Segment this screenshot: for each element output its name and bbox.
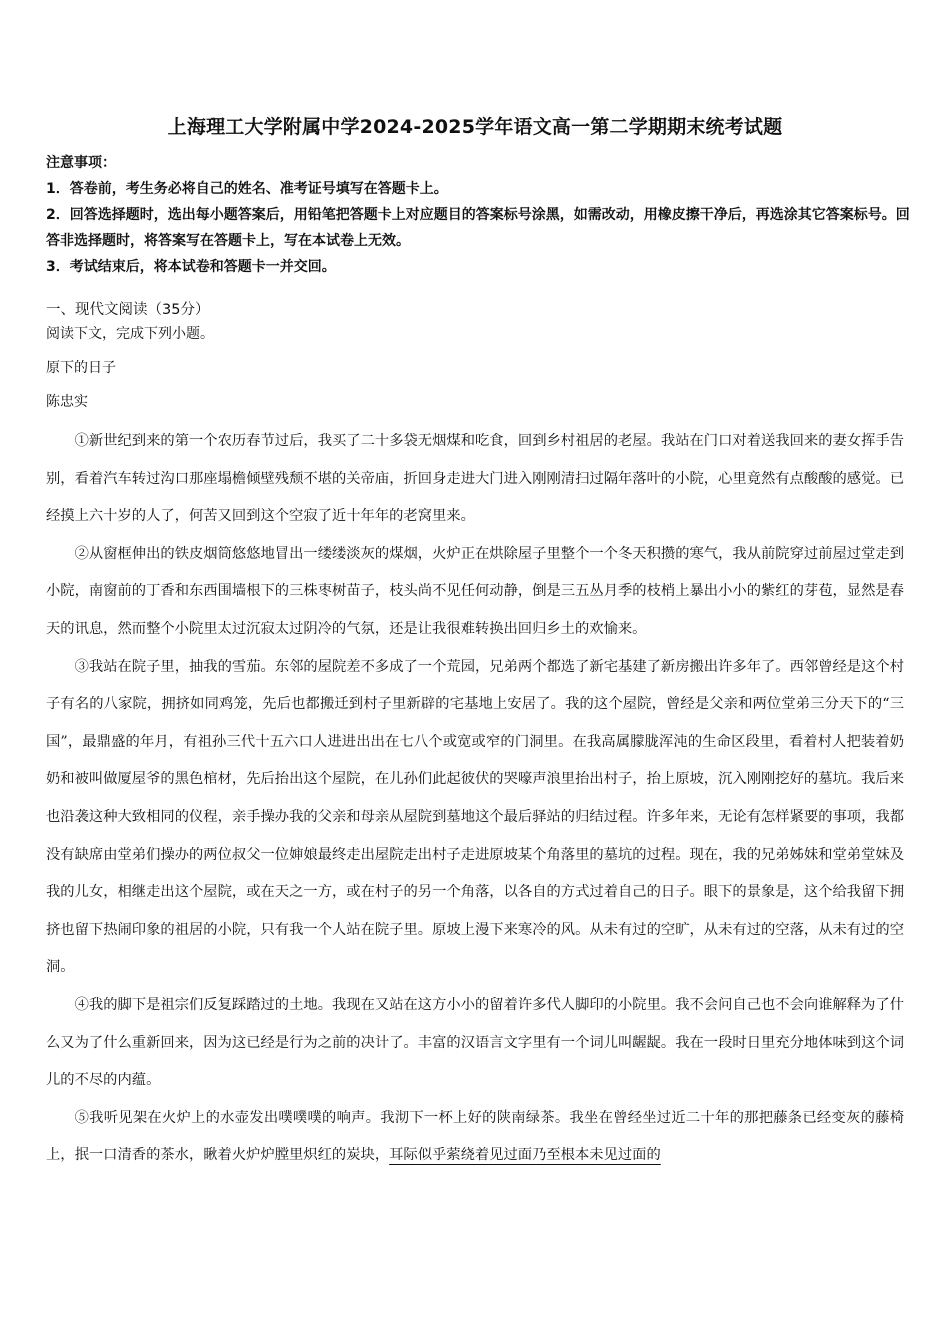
notice-block (46, 150, 916, 280)
reading-instruction: 阅读下文，完成下列小题。 (46, 326, 214, 342)
notice-item: 2．回答选择题时，选出每小题答案后，用铅笔把答题卡上对应题目的答案标号涂黑，如需改动，用橡皮擦干净后，再选涂其它答案标号。回答非选择题时，将答案写在答题卡上，写在本试卷上无效。 (46, 207, 910, 249)
paragraph (46, 1100, 904, 1175)
article-body (46, 423, 904, 1175)
section-heading: 一、现代文阅读（35分） (46, 302, 210, 318)
article-author: 陈忠实 (46, 394, 88, 410)
article-title: 原下的日子 (46, 360, 116, 376)
paragraph-text: ⑤我听见架在火炉上的水壶发出噗噗噗的响声。我沏下一杯上好的陕南绿茶。我坐在曾经坐过近二十年的那把藤条已经变灰的藤椅上，抿一口清香的茶水，瞅着火炉炉膛里炽红的炭块， (46, 1109, 904, 1164)
paragraph: ③我站在院子里，抽我的雪茄。东邻的屋院差不多成了一个荒园，兄弟两个都选了新宅基建了新房搬出许多年了。西邻曾经是这个村子有名的八家院，拥挤如同鸡笼，先后也都搬迁到村子里新辟的宅基地上安居了。我的这个屋院，曾经是父亲和两位堂弟三分天下的“三国”，最鼎盛的年月，有祖孙三代十五六口人进进出出在七八个或宽或窄的门洞里。在我高属朦胧浑沌的生命区段里，看着村人把装着奶奶和被叫做厦屋爷的黑色棺材，先后抬出这个屋院，在儿孙们此起彼伏的哭嚎声浪里抬出村子，抬上原坡，沉入刚刚挖好的墓坑。我后来也沿袭这种大致相同的仪程，亲手操办我的父亲和母亲从屋院到墓地这个最后驿站的归结过程。许多年来，无论有怎样紧要的事项，我都没有缺席由堂弟们操办的两位叔父一位婶娘最终走出屋院走出村子走进原坡某个角落里的墓坑的过程。现在，我的兄弟姊妹和堂弟堂妹及我的儿女，相继走出这个屋院，或在天之一方，或在村子的另一个角落，以各自的方式过着自己的日子。眼下的景象是，这个给我留下拥挤也留下热闹印象的祖居的小院，只有我一个人站在院子里。原坡上漫下来寒冷的风。从未有过的空旷，从未有过的空落，从未有过的空洞。 (46, 658, 904, 976)
paragraph: ④我的脚下是祖宗们反复踩踏过的土地。我现在又站在这方小小的留着许多代人脚印的小院里。我不会问自己也不会向谁解释为了什么又为了什么重新回来，因为这已经是行为之前的决计了。丰富的汉语言文字里有一个词儿叫龌龊。我在一段时日里充分地体味到这个词儿的不尽的内蕴。 (46, 996, 904, 1089)
notice-heading: 注意事项： (46, 155, 116, 171)
notice-item: 1．答卷前，考生务必将自己的姓名、准考证号填写在答题卡上。 (46, 181, 448, 197)
page-title: 上海理工大学附属中学2024-2025学年语文高一第二学期期末统考试题 (167, 116, 783, 138)
underlined-sentence: 耳际似乎萦绕着见过面乃至根本未见过面的 (389, 1147, 661, 1164)
notice-item: 3．考试结束后，将本试卷和答题卡一并交回。 (46, 259, 336, 275)
paragraph: ②从窗框伸出的铁皮烟筒悠悠地冒出一缕缕淡灰的煤烟，火炉正在烘除屋子里整个一个冬天积攒的寒气，我从前院穿过前屋过堂走到小院，南窗前的丁香和东西围墙根下的三株枣树苗子，枝头尚不见任何动静，倒是三五丛月季的枝梢上暴出小小的紫红的芽苞，显然是春天的讯息，然而整个小院里太过沉寂太过阴冷的气氛，还是让我很难转换出回归乡土的欢愉来。 (46, 545, 904, 637)
paragraph: ①新世纪到来的第一个农历春节过后，我买了二十多袋无烟煤和吃食，回到乡村祖居的老屋。我站在门口对着送我回来的妻女挥手告别，看着汽车转过沟口那座塌檐倾壁残颓不堪的关帝庙，折回身走进大门进入刚刚清扫过隔年落叶的小院，心里竟然有点酸酸的感觉。已经摸上六十岁的人了，何苦又回到这个空寂了近十年年的老窝里来。 (46, 433, 904, 525)
